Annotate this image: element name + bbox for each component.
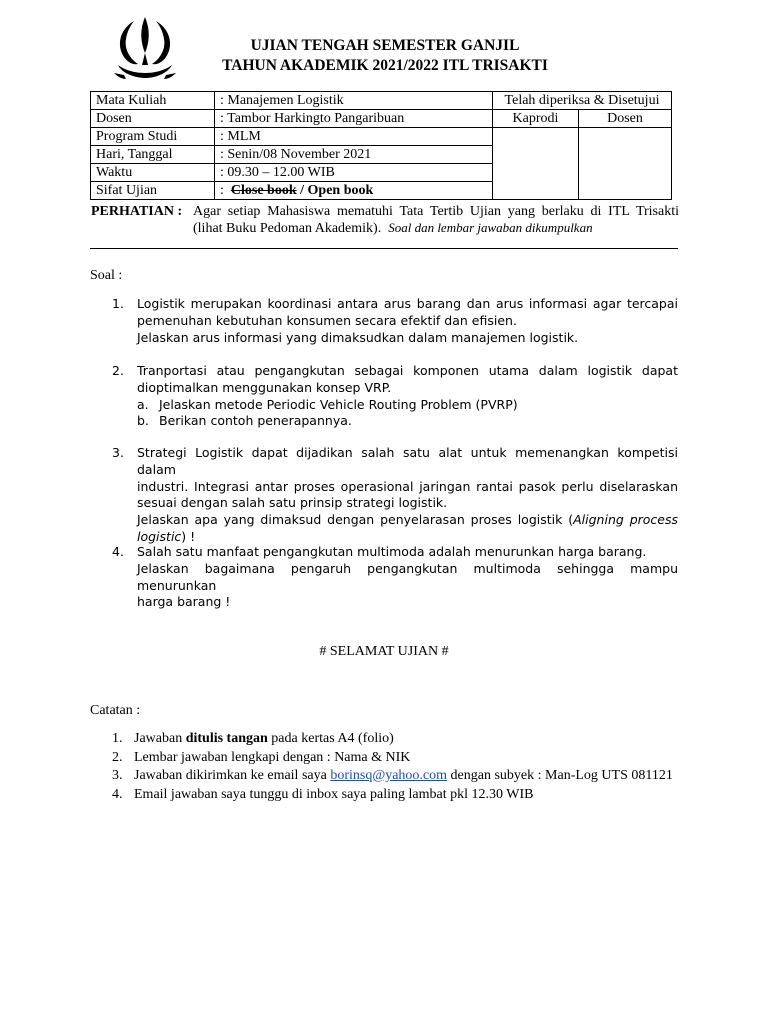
perhatian-line-2-normal: (lihat Buku Pedoman Akademik). [193, 221, 382, 236]
question-number: 1. [112, 296, 124, 311]
sub-text: Berikan contoh penerapannya. [159, 413, 352, 429]
question-4 [112, 544, 678, 611]
title-line-1: UJIAN TENGAH SEMESTER GANJIL [250, 37, 520, 54]
label-hari-tanggal: Hari, Tanggal [91, 146, 215, 164]
note-number: 1. [112, 731, 123, 746]
question-line: industri. Integrasi antar proses operasional jaringan rantai pasok perlu diselaraskan [137, 478, 678, 494]
question-1 [112, 296, 678, 346]
list-item [112, 786, 673, 805]
open-book-text: / Open book [296, 183, 374, 198]
question-line [137, 512, 678, 529]
approval-dosen: Dosen [579, 110, 672, 128]
label-dosen: Dosen [91, 110, 215, 128]
note-number: 3. [112, 768, 123, 783]
sub-text: Jelaskan metode Periodic Vehicle Routing Problem (PVRP) [159, 396, 518, 412]
perhatian-line-1: Agar setiap Mahasiswa mematuhi Tata Tertib Ujian yang berlaku di ITL Trisakti [193, 204, 679, 219]
list-item [112, 730, 673, 749]
question-line: dioptimalkan menggunakan konsep VRP. [137, 379, 392, 395]
q3-end-italic: logistic [137, 528, 182, 544]
q3-end-normal: ) ! [181, 528, 196, 544]
q3-last-italic: Aligning process [573, 512, 678, 528]
question-line: Salah satu manfaat pengangkutan multimoda adalah menurunkan harga barang. [137, 544, 647, 559]
list-item [112, 767, 673, 786]
note-text [134, 730, 394, 749]
sub-letter: a. [137, 396, 149, 412]
perhatian-label: PERHATIAN : [91, 204, 183, 219]
table-row [91, 128, 672, 146]
sub-question-b [137, 413, 678, 430]
close-book-struck: Close book [230, 183, 297, 198]
note-text [134, 767, 673, 786]
table-row [91, 92, 672, 110]
exam-title [180, 36, 590, 76]
value-sifat-ujian [215, 182, 493, 200]
closing-message: # SELAMAT UJIAN # [319, 644, 449, 659]
approval-kaprodi: Kaprodi [493, 110, 579, 128]
label-waktu: Waktu [91, 164, 215, 182]
note-3-after: dengan subyek : Man-Log UTS 081121 [447, 768, 673, 783]
label-sifat-ujian: Sifat Ujian [91, 182, 215, 200]
question-number: 2. [112, 363, 124, 378]
note-1-bold: ditulis tangan [185, 731, 268, 746]
label-mata-kuliah: Mata Kuliah [91, 92, 215, 110]
notes-list [112, 730, 673, 804]
question-3 [112, 445, 678, 546]
question-line: Jelaskan arus informasi yang dimaksudkan dalam manajemen logistik. [137, 329, 579, 345]
note-text: Lembar jawaban lengkapi dengan : Nama & NIK [134, 749, 411, 765]
divider-line [90, 248, 678, 249]
note-1-before: Jawaban [134, 731, 186, 746]
value-program-studi: : MLM [215, 128, 493, 146]
question-number: 3. [112, 445, 124, 460]
kaprodi-signature-box [493, 128, 579, 200]
itl-trisakti-logo [112, 15, 178, 81]
catatan-heading: Catatan : [90, 703, 141, 718]
note-text: Email jawaban saya tunggu di inbox saya paling lambat pkl 12.30 WIB [134, 786, 534, 802]
perhatian-line-2 [193, 220, 593, 237]
value-hari-tanggal: : Senin/08 November 2021 [215, 146, 493, 164]
q3-last-normal: Jelaskan apa yang dimaksud dengan penyelarasan proses logistik ( [137, 512, 574, 528]
value-waktu: : 09.30 – 12.00 WIB [215, 164, 493, 182]
question-line: Strategi Logistik dapat dijadikan salah satu alat untuk memenangkan kompetisi dalam [137, 445, 678, 477]
label-program-studi: Program Studi [91, 128, 215, 146]
question-line: harga barang ! [137, 594, 231, 610]
sifat-colon: : [220, 183, 224, 198]
approval-header: Telah diperiksa & Disetujui [493, 92, 672, 110]
question-line: Tranportasi atau pengangkutan sebagai komponen utama dalam logistik dapat [137, 363, 678, 378]
dosen-signature-box [579, 128, 672, 200]
value-mata-kuliah: : Manajemen Logistik [215, 92, 493, 110]
email-link[interactable]: borinsq@yahoo.com [330, 768, 448, 783]
question-line: Logistik merupakan koordinasi antara arus barang dan arus informasi agar tercapai [137, 296, 678, 311]
title-line-2: TAHUN AKADEMIK 2021/2022 ITL TRISAKTI [222, 57, 548, 74]
question-line: sesuai dengan salah satu prinsip strategi logistik. [137, 495, 448, 511]
question-line: Jelaskan bagaimana pengaruh pengangkutan multimoda sehingga mampu menurunkan [137, 560, 678, 593]
perhatian-line-2-italic: Soal dan lembar jawaban dikumpulkan [388, 220, 593, 235]
question-number: 4. [112, 544, 124, 559]
question-2 [112, 363, 678, 430]
sub-question-a [137, 397, 678, 414]
value-dosen: : Tambor Harkingto Pangaribuan [215, 110, 493, 128]
soal-heading: Soal : [90, 268, 123, 283]
note-3-before: Jawaban dikirimkan ke email saya [134, 768, 331, 783]
sub-letter: b. [137, 413, 149, 429]
note-number: 2. [112, 749, 123, 765]
list-item [112, 749, 673, 768]
exam-info-table [90, 91, 672, 200]
note-1-after: pada kertas A4 (folio) [267, 731, 394, 746]
question-line: pemenuhan kebutuhan konsumen secara efektif dan efisien. [137, 312, 517, 328]
note-number: 4. [112, 786, 123, 802]
table-row [91, 110, 672, 128]
